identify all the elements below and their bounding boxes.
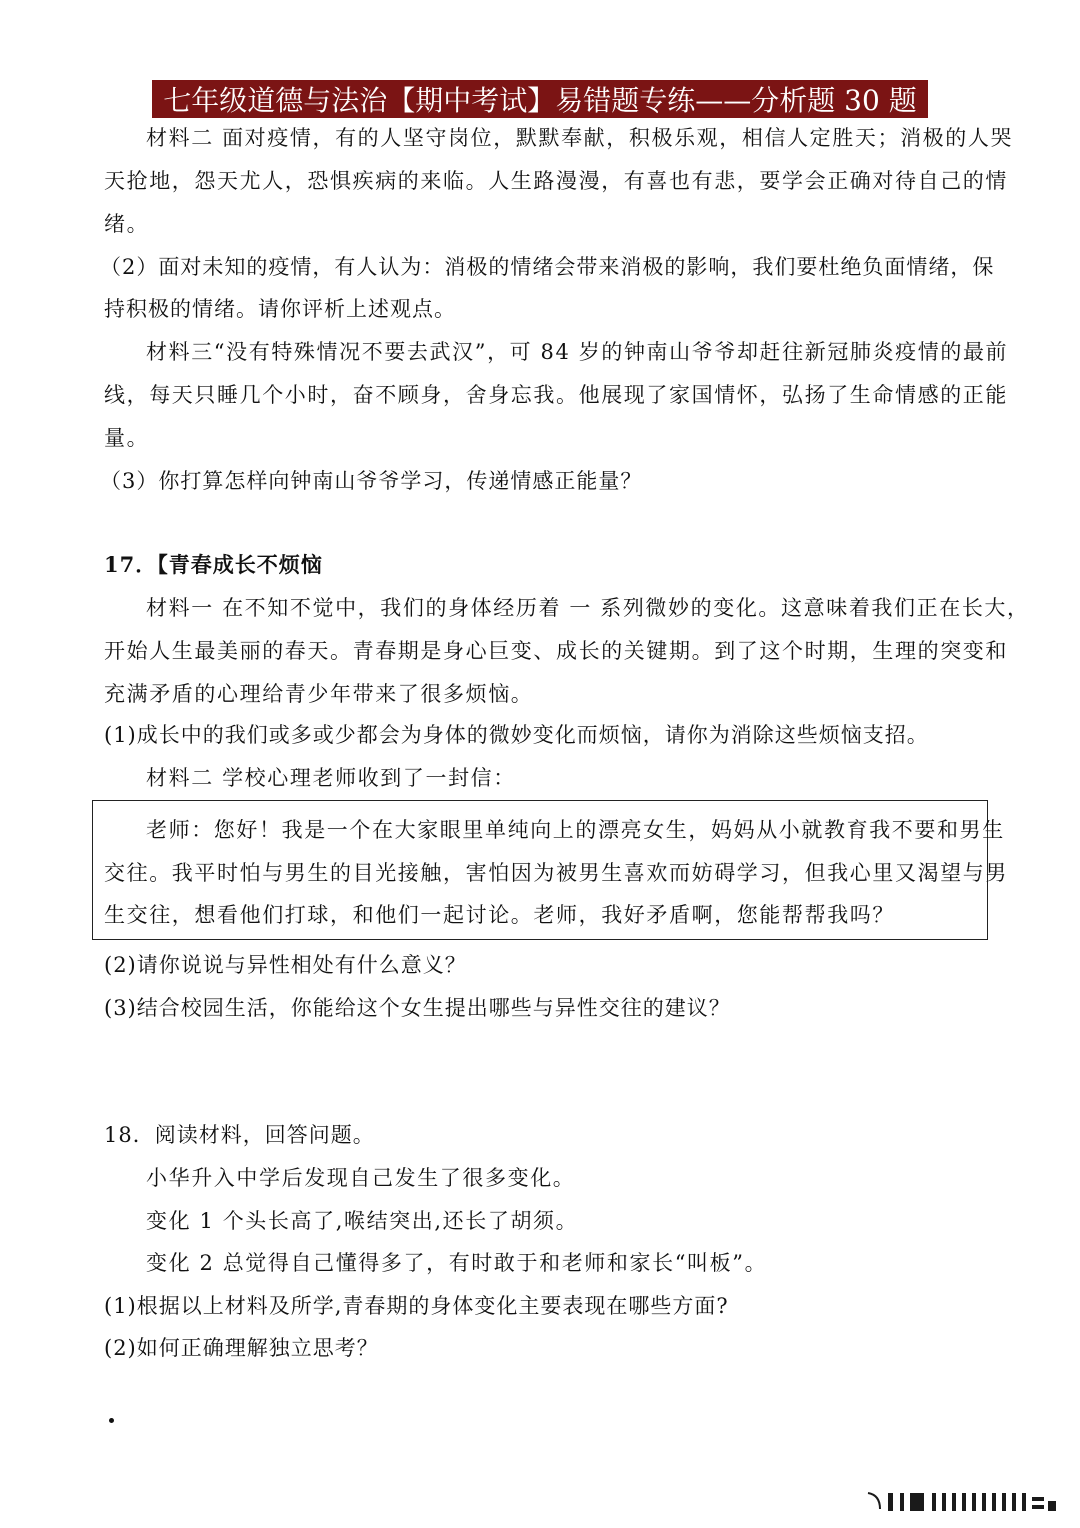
question-3: （3）你打算怎样向钟南山爷爷学习，传递情感正能量？ <box>100 469 643 493</box>
stray-dot <box>109 1418 114 1423</box>
material-17-1-line-1: 材料一 在不知不觉中，我们的身体经历着 一 系列微妙的变化。这意味着我们正在长大， <box>146 596 1030 620</box>
watermark-logo <box>862 1487 1062 1515</box>
question-2-line-1: （2）面对未知的疫情，有人认为：消极的情绪会带来消极的影响，我们要杜绝负面情绪，保 <box>100 255 995 279</box>
material-18-line-2: 变化 1 个头长高了,喉结突出,还长了胡须。 <box>146 1209 579 1233</box>
material-3-line-3: 量。 <box>104 426 150 450</box>
letter-line-3: 生交往，想看他们打球，和他们一起讨论。老师，我好矛盾啊，您能帮帮我吗？ <box>104 903 895 927</box>
material-2-line-3: 绪。 <box>104 212 150 236</box>
question-2-line-2: 持积极的情绪。请你评析上述观点。 <box>104 297 456 321</box>
question-18-heading: 18．阅读材料，回答问题。 <box>104 1123 375 1147</box>
question-17-2: (2)请你说说与异性相处有什么意义？ <box>104 953 467 977</box>
question-17-heading: 17．【青春成长不烦恼 <box>104 552 323 577</box>
material-2-line-2: 天抢地，怨天尤人，恐惧疾病的来临。人生路漫漫，有喜也有悲，要学会正确对待自己的情 <box>104 169 1008 193</box>
question-17-3: (3)结合校园生活，你能给这个女生提出哪些与异性交往的建议？ <box>104 996 731 1020</box>
material-18-line-1: 小华升入中学后发现自己发生了很多变化。 <box>146 1166 576 1190</box>
material-17-2: 材料二 学校心理老师收到了一封信： <box>146 766 516 790</box>
letter-line-1: 老师：您好！我是一个在大家眼里单纯向上的漂亮女生，妈妈从小就教育我不要和男生 <box>146 818 1005 842</box>
question-18-1: (1)根据以上材料及所学,青春期的身体变化主要表现在哪些方面? <box>104 1294 729 1318</box>
watermark-icon <box>862 1487 1062 1515</box>
material-2-line-1: 材料二 面对疫情，有的人坚守岗位，默默奉献，积极乐观，相信人定胜天；消极的人哭 <box>146 126 1014 150</box>
page-title: 七年级道德与法治【期中考试】易错题专练——分析题 30 题 <box>163 84 917 117</box>
material-17-1-line-3: 充满矛盾的心理给青少年带来了很多烦恼。 <box>104 682 534 706</box>
material-3-line-2: 线，每天只睡几个小时，奋不顾身，舍身忘我。他展现了家国情怀，弘扬了生命情感的正能 <box>104 383 1008 407</box>
title-banner <box>152 80 928 118</box>
material-17-1-line-2: 开始人生最美丽的春天。青春期是身心巨变、成长的关键期。到了这个时期，生理的突变和 <box>104 639 1008 663</box>
question-17-1: (1)成长中的我们或多或少都会为身体的微妙变化而烦恼，请你为消除这些烦恼支招。 <box>104 723 929 747</box>
material-18-line-3: 变化 2 总觉得自己懂得多了，有时敢于和老师和家长“叫板”。 <box>146 1251 768 1275</box>
material-3-line-1: 材料三“没有特殊情况不要去武汉”，可 84 岁的钟南山爷爷却赶往新冠肺炎疫情的最前 <box>146 340 1009 364</box>
letter-line-2: 交往。我平时怕与男生的目光接触，害怕因为被男生喜欢而妨碍学习，但我心里又渴望与男 <box>104 861 1008 885</box>
question-18-2: (2)如何正确理解独立思考？ <box>104 1336 379 1360</box>
